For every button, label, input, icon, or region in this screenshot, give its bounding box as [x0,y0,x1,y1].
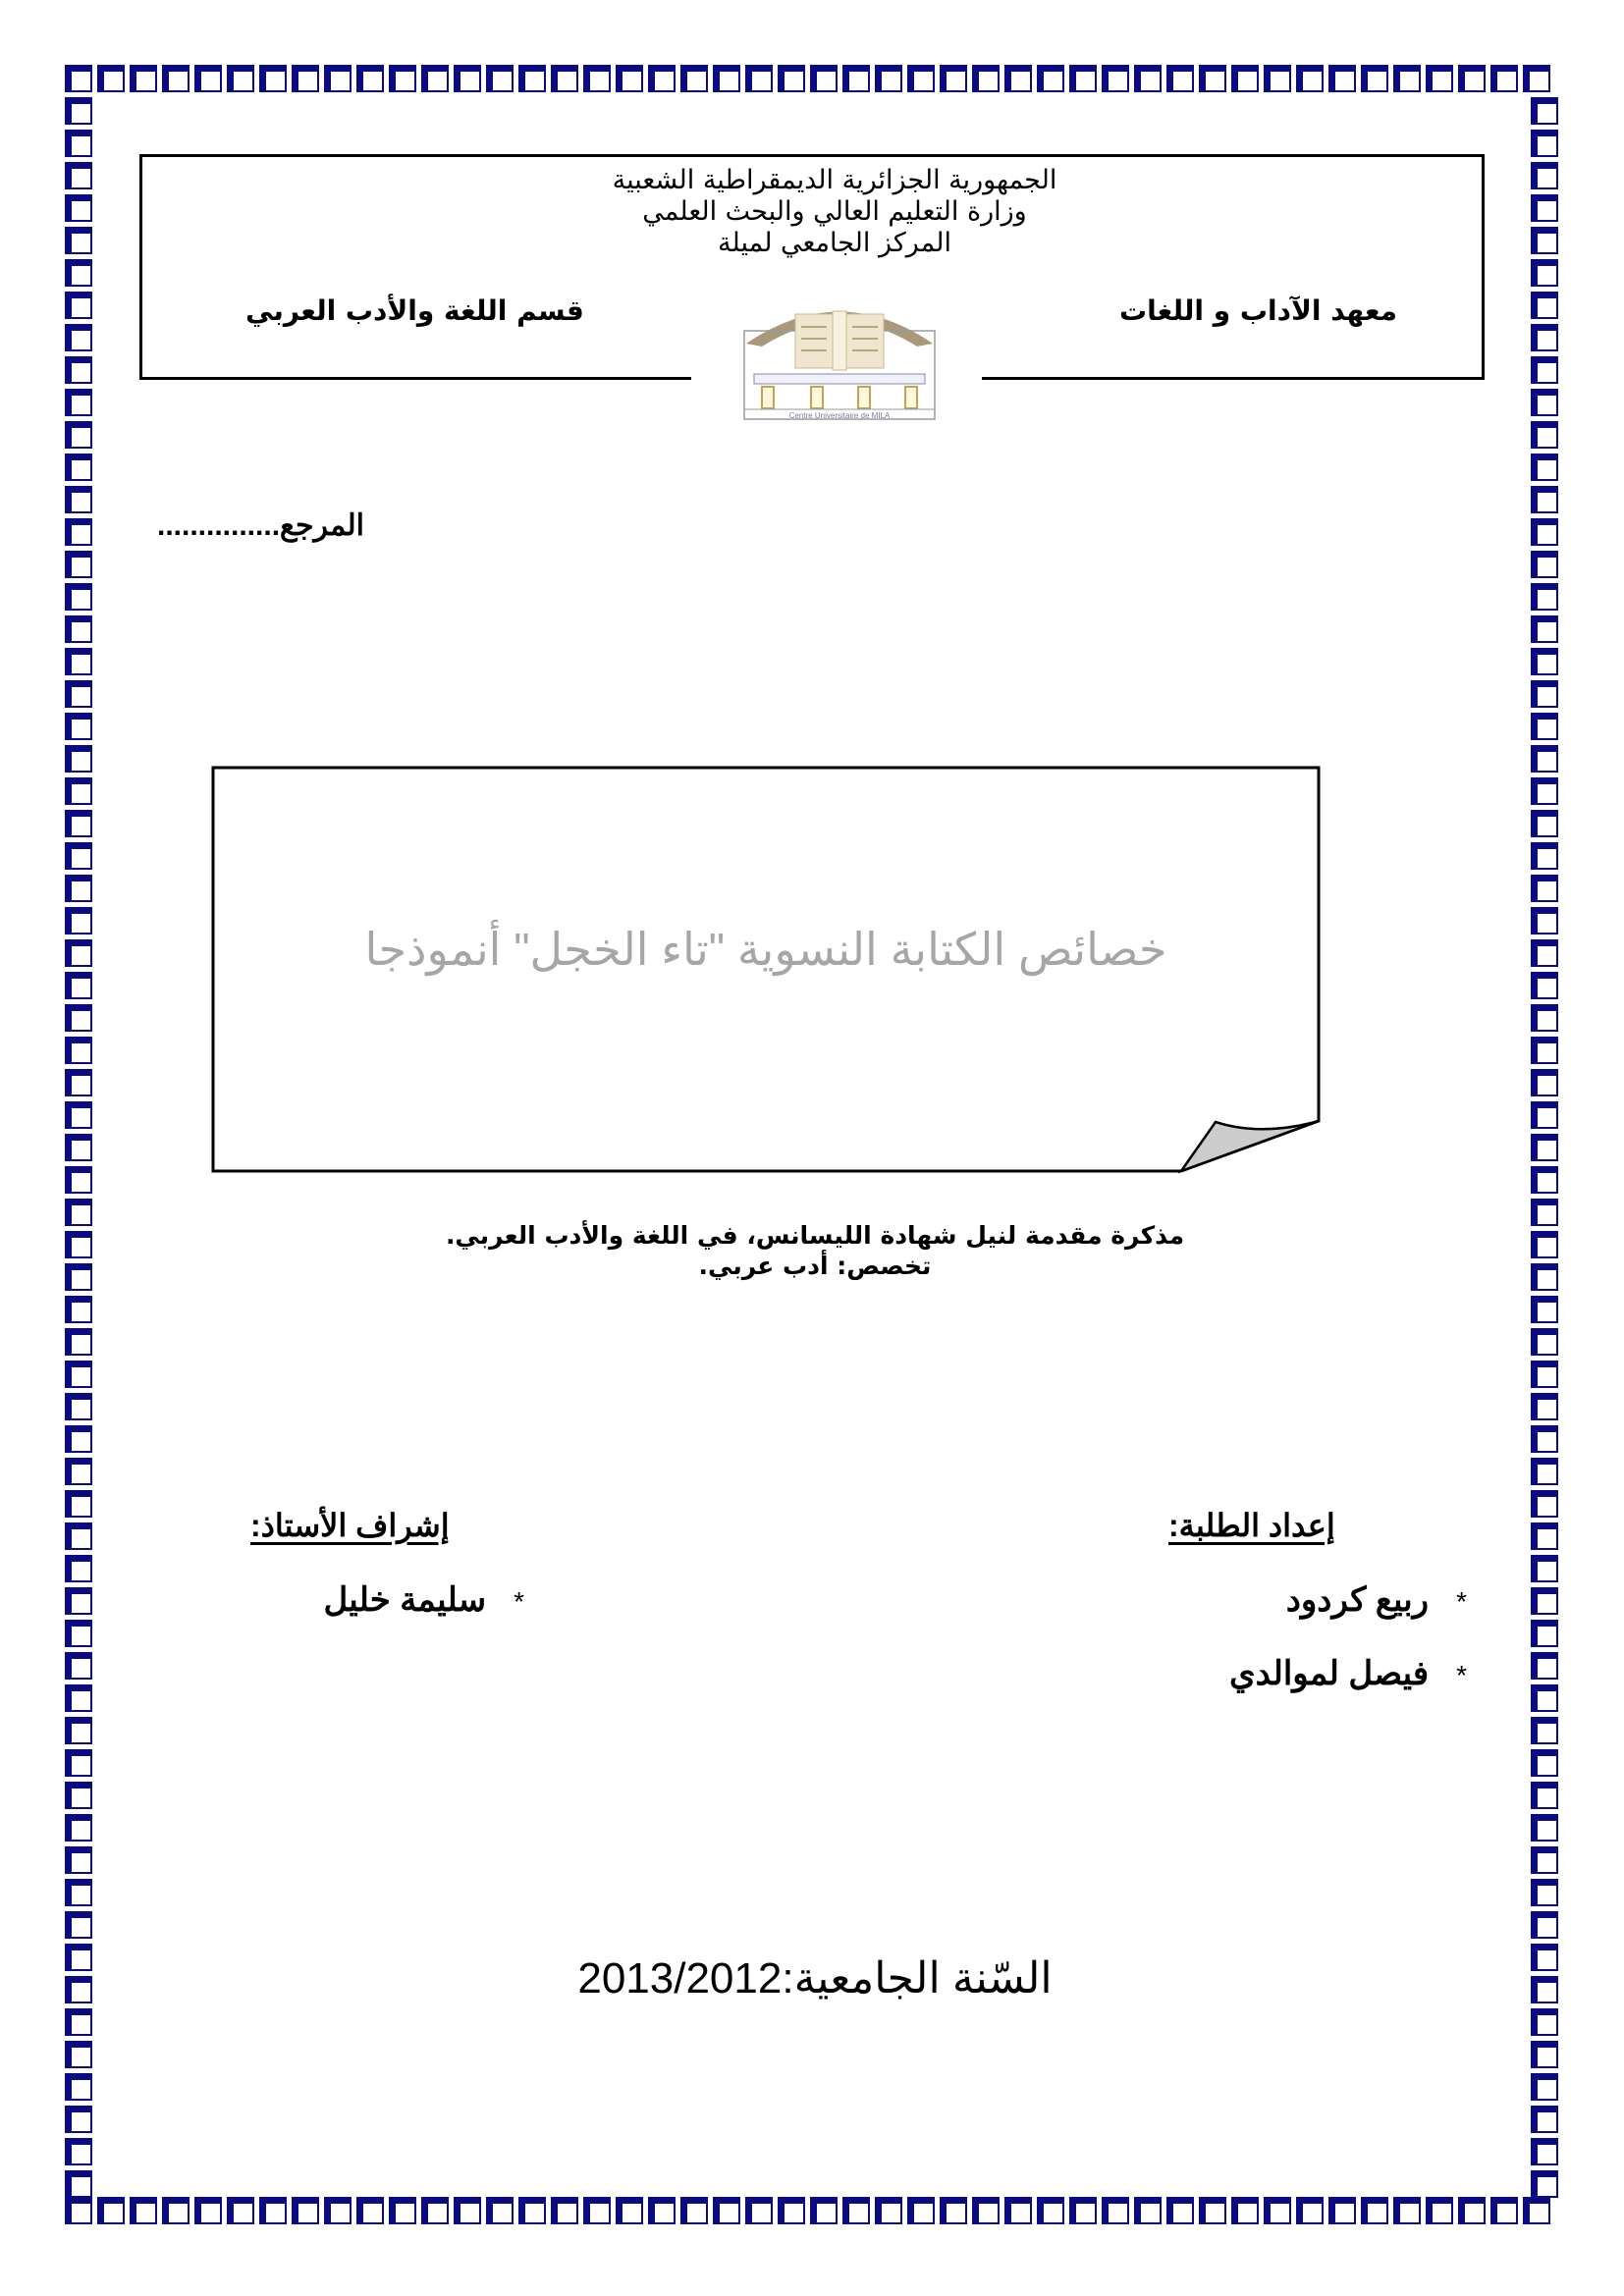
frame-tile [1531,1749,1558,1777]
frame-tile [1531,810,1558,837]
frame-tile [454,2197,481,2224]
frame-tile [1531,292,1558,319]
frame-tile [1531,162,1558,189]
frame-tile [1264,65,1291,92]
frame-tile [1004,2197,1032,2224]
frame-tile [1134,65,1162,92]
frame-tile [65,1425,92,1453]
frame-tile [65,2138,92,2165]
frame-tile [1328,2197,1356,2224]
thesis-description [324,1220,1306,1281]
frame-tile [194,2197,222,2224]
frame-tile [356,65,384,92]
header-divider-left [139,377,691,380]
frame-tile [65,2106,92,2133]
frame-tile [842,2197,870,2224]
frame-tile [65,1717,92,1744]
frame-tile [810,2197,838,2224]
frame-tile [1458,2197,1486,2224]
student-name: *فيصل لموالدي [1229,1655,1467,1692]
frame-tile [65,842,92,870]
frame-tile [65,1652,92,1680]
reference-field [157,508,364,543]
frame-tile [551,65,578,92]
bullet-asterisk-icon: * [1456,1660,1467,1690]
frame-tile [1134,2197,1162,2224]
frame-tile [907,65,935,92]
frame-tile [1531,1814,1558,1842]
frame-tile [1531,97,1558,125]
ministry-name: وزارة التعليم العالي والبحث العلمي [642,196,1027,227]
frame-tile [65,194,92,222]
frame-tile [1069,2197,1097,2224]
frame-tile [65,1911,92,1939]
frame-tile [1531,615,1558,643]
frame-tile [65,2073,92,2101]
frame-tile [65,2008,92,2036]
frame-tile [745,2197,773,2224]
frame-tile [65,1684,92,1712]
header-divider-right [982,377,1485,380]
frame-tile [65,680,92,708]
frame-tile [65,1490,92,1518]
frame-tile [1531,1976,1558,2003]
frame-tile [65,713,92,740]
frame-tile [1523,65,1550,92]
frame-tile [1531,518,1558,546]
frame-tile [616,65,643,92]
students-label: إعداد الطلبة: [1168,1508,1335,1543]
frame-tile [65,324,92,351]
frame-tile [65,1587,92,1615]
frame-tile [1393,2197,1421,2224]
frame-tile [65,518,92,546]
frame-tile [65,389,92,416]
frame-tile [1531,194,1558,222]
frame-tile [1037,2197,1064,2224]
frame-tile [1231,65,1259,92]
frame-tile [745,65,773,92]
frame-tile [1296,2197,1324,2224]
frame-tile [65,1328,92,1356]
frame-tile [875,65,902,92]
frame-tile [1531,1069,1558,1096]
frame-tile [1531,1425,1558,1453]
frame-tile [1531,389,1558,416]
frame-tile [1069,65,1097,92]
frame-tile [227,65,254,92]
frame-tile [1531,1166,1558,1194]
frame-tile [65,1231,92,1258]
frame-tile [1531,680,1558,708]
frame-tile [1531,939,1558,967]
frame-tile [65,939,92,967]
thesis-title: خصائص الكتابة النسوية "تاء الخجل" أنموذجا [364,924,1167,975]
frame-right-border [1531,97,1563,2203]
frame-tile [65,1620,92,1647]
frame-tile [1531,2106,1558,2133]
frame-tile [810,65,838,92]
frame-tile [1531,1879,1558,1906]
frame-tile [1531,1490,1558,1518]
frame-tile [1531,875,1558,902]
frame-tile [356,2197,384,2224]
frame-tile [1531,1199,1558,1226]
frame-tile [65,1846,92,1874]
frame-tile [65,1101,92,1129]
frame-tile [65,65,92,92]
frame-tile [1531,1134,1558,1161]
department-name: قسم اللغة والأدب العربي [245,294,584,327]
frame-tile [1531,421,1558,449]
frame-tile [65,1134,92,1161]
frame-tile [1426,2197,1453,2224]
frame-tile [97,2197,125,2224]
frame-tile [486,65,514,92]
frame-tile [65,259,92,287]
frame-tile [1166,65,1194,92]
frame-tile [1531,227,1558,254]
frame-tile [130,65,157,92]
frame-tile [1531,907,1558,934]
frame-tile [1531,1620,1558,1647]
frame-tile [583,65,611,92]
frame-tile [972,2197,1000,2224]
frame-tile [65,1393,92,1420]
frame-top-border [65,65,1555,97]
frame-tile [1490,65,1518,92]
frame-tile [65,972,92,999]
frame-tile [713,65,740,92]
frame-tile [65,1782,92,1809]
frame-tile [940,65,967,92]
frame-tile [65,486,92,513]
student-name: *ربيع كردود [1285,1581,1467,1619]
frame-tile [778,65,805,92]
frame-tile [65,648,92,675]
frame-tile [1531,2041,1558,2068]
frame-tile [616,2197,643,2224]
frame-tile [1531,1522,1558,1550]
frame-tile [1296,65,1324,92]
bullet-asterisk-icon: * [514,1586,524,1617]
frame-tile [1531,713,1558,740]
frame-tile [1531,1911,1558,1939]
frame-tile [1531,1328,1558,1356]
frame-tile [65,810,92,837]
frame-bottom-border [65,2197,1555,2229]
frame-tile [65,454,92,481]
frame-tile [1037,65,1064,92]
frame-tile [1531,130,1558,157]
frame-tile [292,65,319,92]
frame-tile [1531,1458,1558,1485]
frame-tile [65,777,92,805]
frame-tile [65,1749,92,1777]
university-logo [725,290,954,422]
frame-tile [130,2197,157,2224]
frame-tile [1531,745,1558,773]
frame-tile [1531,2138,1558,2165]
frame-tile [778,2197,805,2224]
frame-tile [65,356,92,384]
frame-tile [1102,2197,1129,2224]
frame-tile [65,1555,92,1582]
frame-tile [518,65,546,92]
frame-tile [65,1458,92,1485]
frame-tile [1531,1587,1558,1615]
frame-tile [65,292,92,319]
frame-tile [842,65,870,92]
frame-tile [1531,1263,1558,1291]
frame-tile [65,97,92,125]
frame-tile [65,1522,92,1550]
frame-tile [875,2197,902,2224]
frame-tile [1361,2197,1388,2224]
frame-tile [259,2197,287,2224]
frame-tile [972,65,1000,92]
university-center-name: المركز الجامعي لميلة [718,228,951,258]
frame-tile [907,2197,935,2224]
frame-tile [648,65,676,92]
reference-placeholder: ............... [157,509,281,542]
frame-tile [65,227,92,254]
academic-year: السّنة الجامعية:2013/2012 [577,1954,1053,2002]
frame-tile [940,2197,967,2224]
frame-tile [1531,972,1558,999]
frame-tile [65,745,92,773]
frame-tile [65,1879,92,1906]
frame-tile [227,2197,254,2224]
reference-label: المرجع [280,509,364,542]
frame-tile [1199,65,1226,92]
frame-tile [65,1004,92,1032]
frame-tile [680,2197,708,2224]
frame-tile [65,1944,92,1971]
frame-tile [1531,1652,1558,1680]
frame-tile [292,2197,319,2224]
frame-tile [1531,486,1558,513]
svg-text:Centre Universitaire de MILA: Centre Universitaire de MILA [788,411,891,420]
frame-tile [1531,1782,1558,1809]
frame-tile [65,1069,92,1096]
frame-tile [65,1976,92,2003]
frame-tile [1490,2197,1518,2224]
frame-tile [1531,1555,1558,1582]
supervisor-name: *سليمة خليل [323,1581,524,1619]
frame-tile [1531,1101,1558,1129]
frame-tile [1531,1684,1558,1712]
frame-tile [65,907,92,934]
frame-tile [1531,356,1558,384]
frame-tile [1531,648,1558,675]
frame-tile [1531,777,1558,805]
frame-tile [1531,1717,1558,1744]
frame-left-border [65,97,97,2203]
frame-tile [1531,259,1558,287]
frame-tile [324,65,352,92]
frame-tile [1531,2008,1558,2036]
frame-tile [65,2041,92,2068]
frame-tile [1199,2197,1226,2224]
frame-tile [65,2170,92,2198]
frame-tile [583,2197,611,2224]
frame-tile [65,1199,92,1226]
frame-tile [421,2197,449,2224]
frame-tile [389,2197,416,2224]
frame-tile [65,1296,92,1323]
bullet-asterisk-icon: * [1456,1586,1467,1617]
frame-tile [162,65,189,92]
frame-tile [1531,842,1558,870]
government-heading [393,165,1276,259]
frame-tile [1004,65,1032,92]
frame-tile [65,583,92,611]
frame-tile [1531,324,1558,351]
frame-tile [65,1166,92,1194]
frame-tile [1328,65,1356,92]
frame-tile [454,65,481,92]
frame-tile [1102,65,1129,92]
frame-tile [65,615,92,643]
frame-tile [389,65,416,92]
frame-tile [65,130,92,157]
frame-tile [1531,551,1558,578]
frame-tile [421,65,449,92]
frame-tile [1531,1846,1558,1874]
frame-tile [1531,1231,1558,1258]
frame-tile [1531,2073,1558,2101]
frame-tile [65,421,92,449]
supervisor-label: إشراف الأستاذ: [250,1508,450,1543]
institute-name: معهد الآداب و اللغات [1119,294,1397,327]
frame-tile [1531,1361,1558,1388]
frame-tile [65,1037,92,1064]
frame-tile [1231,2197,1259,2224]
republic-name: الجمهورية الجزائرية الديمقراطية الشعبية [612,165,1057,195]
frame-tile [324,2197,352,2224]
frame-tile [518,2197,546,2224]
frame-tile [1426,65,1453,92]
frame-tile [1458,65,1486,92]
frame-tile [1531,1296,1558,1323]
frame-tile [65,551,92,578]
frame-tile [1531,1037,1558,1064]
frame-tile [1166,2197,1194,2224]
frame-tile [713,2197,740,2224]
frame-tile [680,65,708,92]
frame-tile [65,162,92,189]
frame-tile [1531,2170,1558,2198]
frame-tile [1393,65,1421,92]
frame-tile [65,1814,92,1842]
frame-tile [65,1361,92,1388]
frame-tile [1531,454,1558,481]
frame-tile [1361,65,1388,92]
frame-tile [1531,583,1558,611]
frame-tile [97,65,125,92]
frame-tile [162,2197,189,2224]
frame-tile [648,2197,676,2224]
frame-tile [65,1263,92,1291]
frame-tile [194,65,222,92]
degree-line: مذكرة مقدمة لنيل شهادة الليسانس، في اللغة والأدب العربي. [445,1221,1185,1250]
frame-tile [65,875,92,902]
frame-tile [551,2197,578,2224]
frame-tile [1531,1004,1558,1032]
frame-tile [1531,1944,1558,1971]
frame-tile [1264,2197,1291,2224]
frame-tile [1531,1393,1558,1420]
frame-tile [486,2197,514,2224]
specialization-line: تخصص: أدب عربي. [698,1252,932,1280]
frame-tile [259,65,287,92]
